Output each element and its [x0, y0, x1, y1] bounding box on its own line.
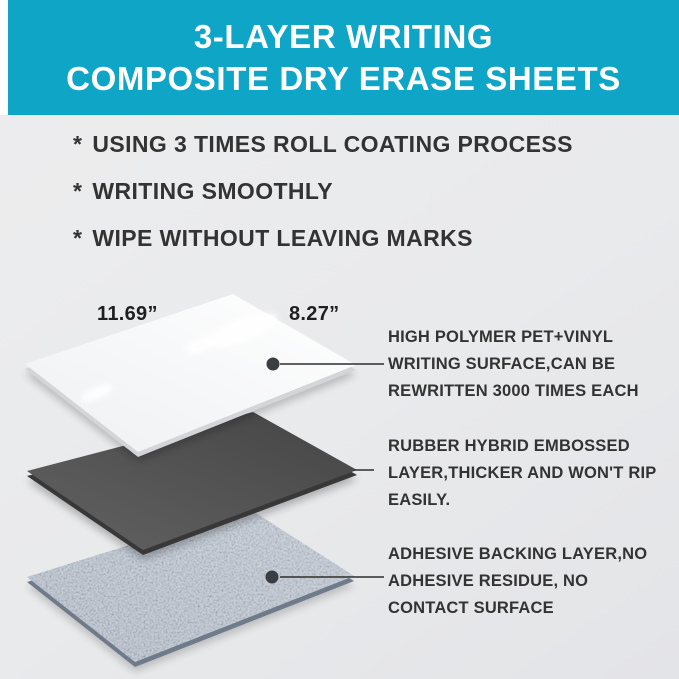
annotation-line: CONTACT SURFACE — [388, 599, 554, 617]
feature-label: WIPE WITHOUT LEAVING MARKS — [92, 225, 473, 251]
asterisk-bullet: * — [73, 225, 83, 251]
callout-dot-adhesive-backing — [266, 571, 279, 584]
asterisk-bullet: * — [73, 178, 83, 204]
annotation-line: LAYER,THICKER AND WON'T RIP — [388, 464, 657, 482]
page-title-line1: 3-LAYER WRITING — [193, 17, 494, 55]
annotation-line: REWRITTEN 3000 TIMES EACH — [388, 382, 639, 400]
asterisk-bullet: * — [73, 131, 83, 157]
page-title-line2: COMPOSITE DRY ERASE SHEETS — [66, 59, 621, 97]
annotation-rubber-layer — [388, 433, 656, 514]
feature-label: USING 3 TIMES ROLL COATING PROCESS — [92, 131, 573, 157]
annotation-line: ADHESIVE BACKING LAYER,NO — [388, 545, 648, 563]
annotation-line: RUBBER HYBRID EMBOSSED — [388, 437, 630, 455]
annotation-line: EASILY. — [388, 491, 451, 509]
writing-layer-sheet — [25, 294, 356, 452]
annotation-line: HIGH POLYMER PET+VINYL — [388, 328, 614, 346]
height-dimension-label: 8.27” — [289, 303, 340, 325]
width-dimension-label: 11.69” — [97, 303, 158, 325]
annotation-line: WRITING SURFACE,CAN BE — [388, 355, 616, 373]
annotation-writing-surface — [388, 324, 639, 405]
annotation-adhesive-backing — [388, 541, 647, 622]
feature-label: WRITING SMOOTHLY — [92, 178, 334, 204]
callout-dot-writing-surface — [267, 358, 280, 371]
annotation-line: ADHESIVE RESIDUE, NO — [388, 572, 589, 590]
